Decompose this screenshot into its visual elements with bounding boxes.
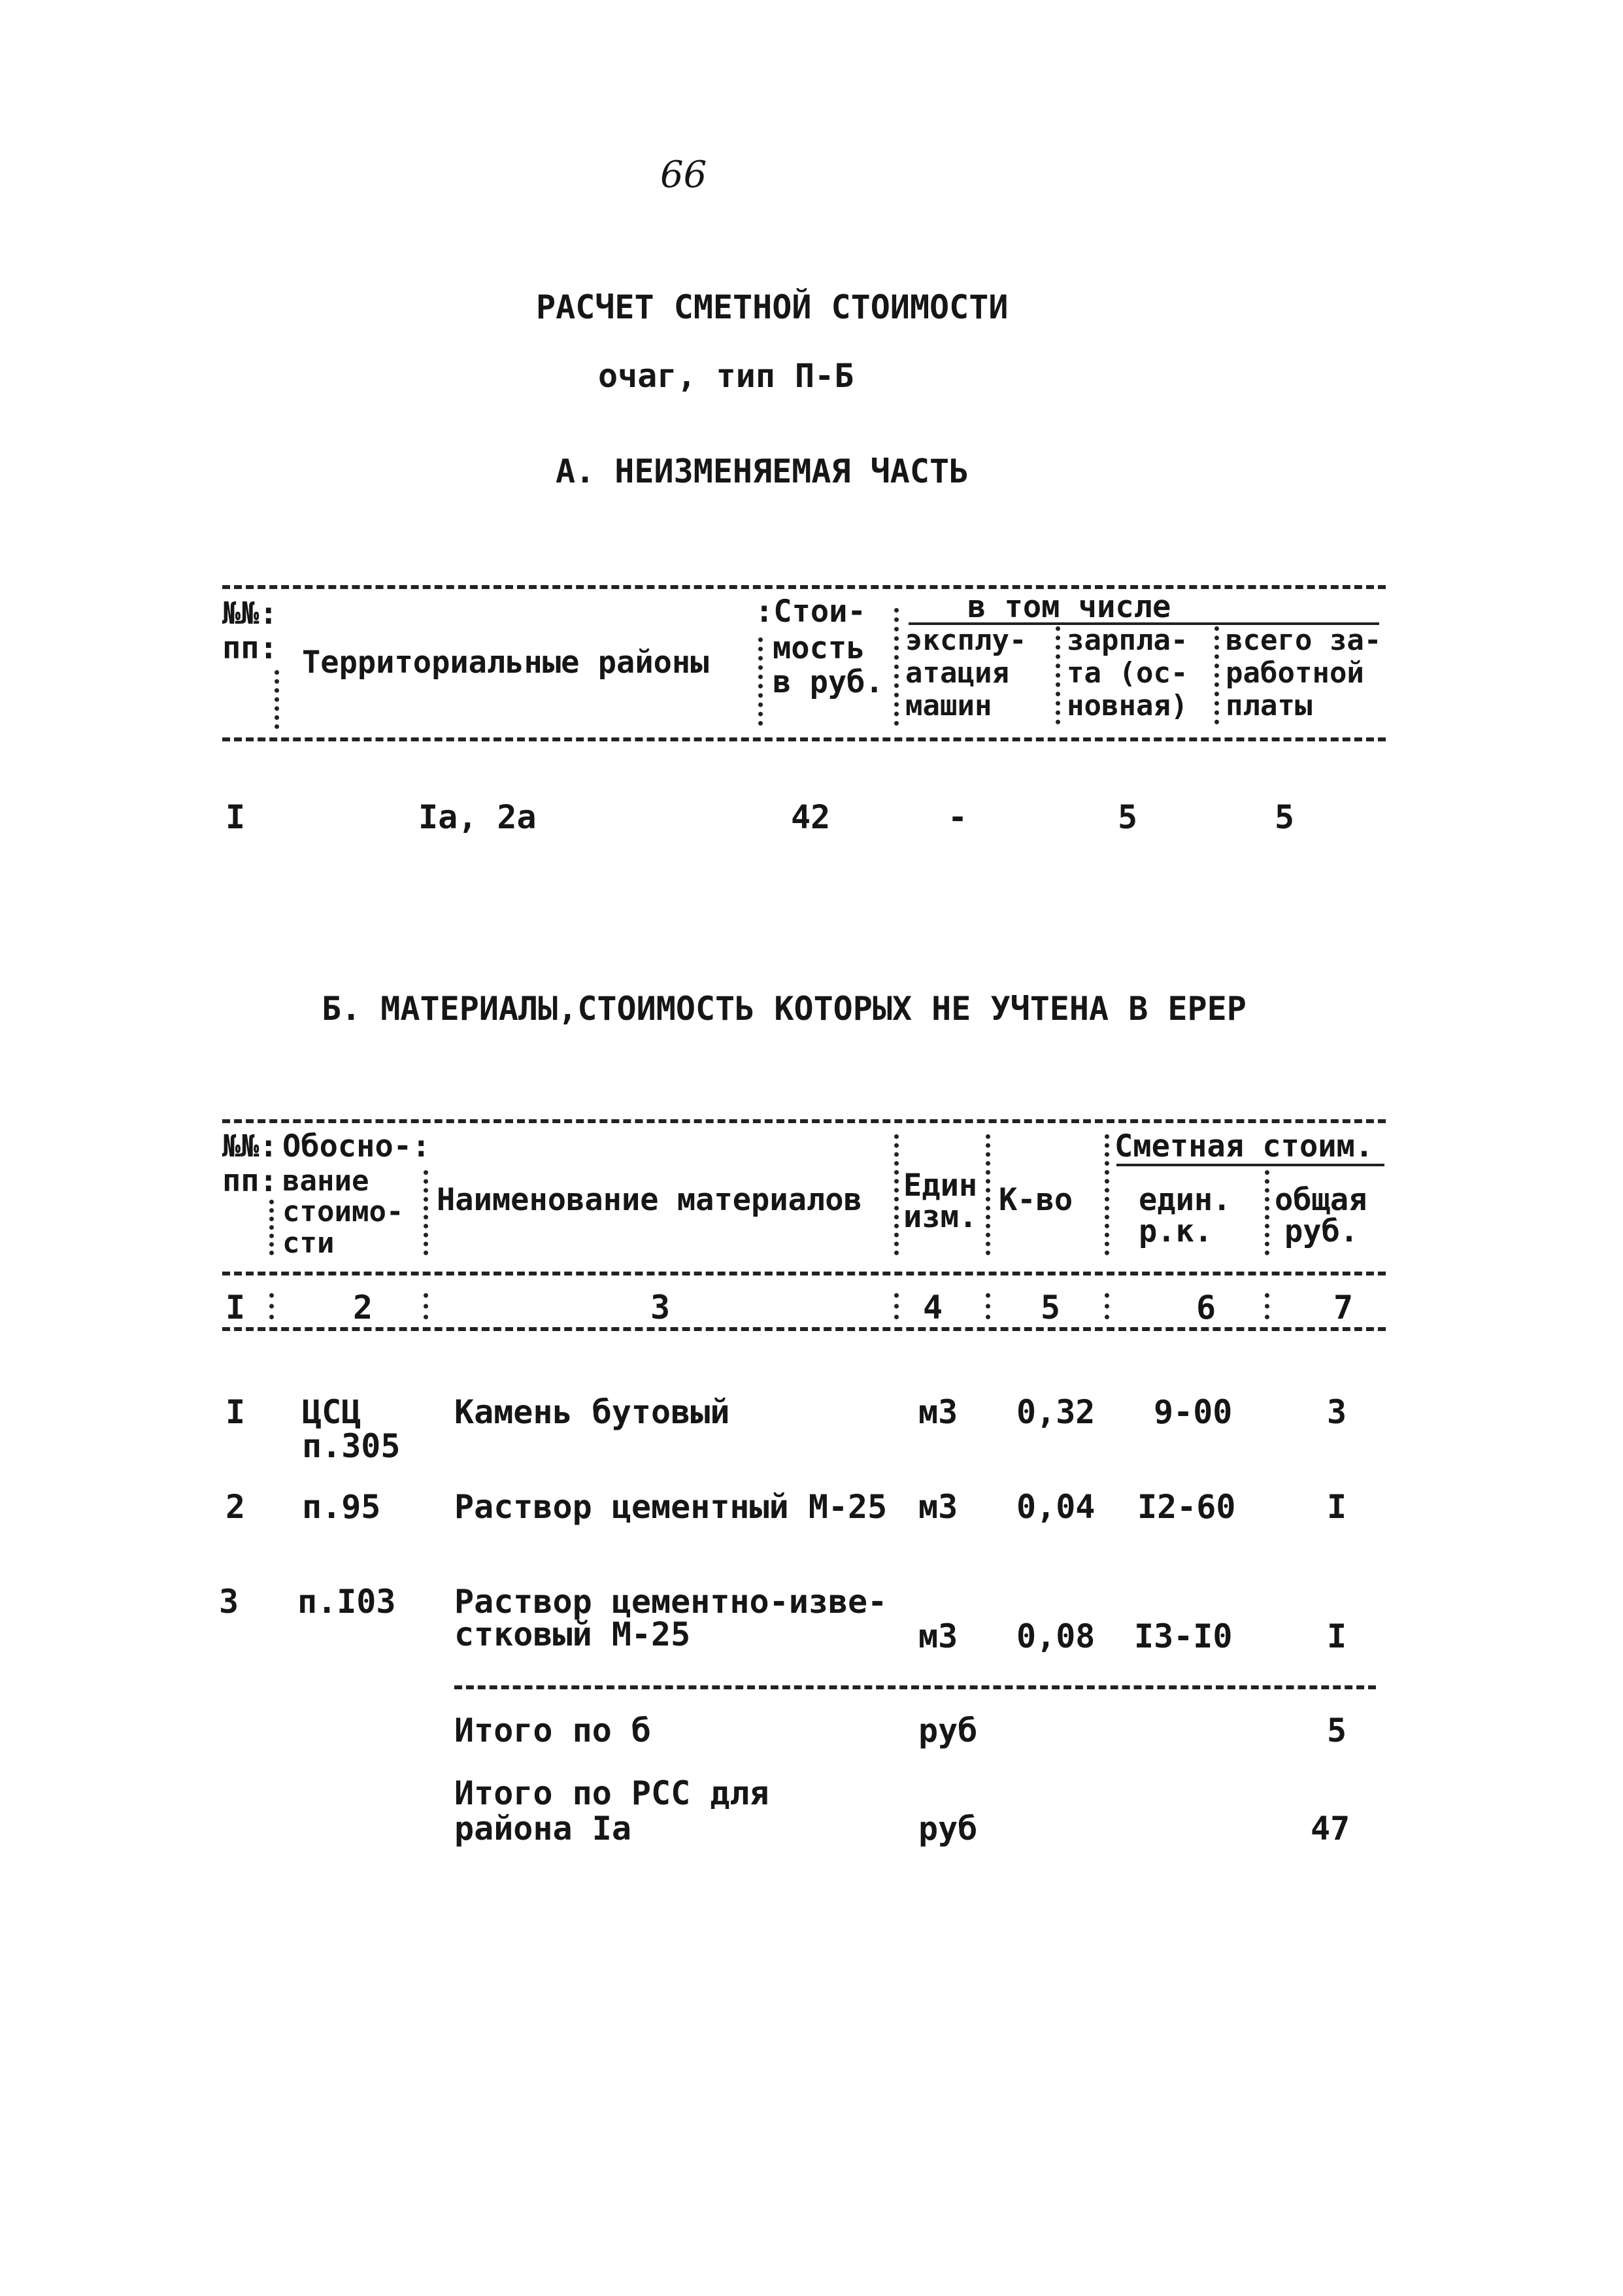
table-b-header-basis: вание <box>282 1164 369 1198</box>
table-b-col-separator <box>1265 1293 1269 1319</box>
table-a-col-separator <box>894 608 899 726</box>
table-b-header-basis: сти <box>282 1226 335 1260</box>
row-basis: ЦСЦ <box>302 1393 361 1431</box>
page-number: 66 <box>660 154 707 196</box>
totals-label: района Iа <box>454 1810 631 1848</box>
table-b-header-unit: Един <box>903 1168 978 1204</box>
totals-unit: руб <box>918 1810 978 1848</box>
table-b-header-rule <box>222 1272 1386 1275</box>
row-total: I <box>1327 1488 1347 1526</box>
row-material-name: Раствор цементный М-25 <box>454 1488 888 1526</box>
table-a-col-separator <box>758 637 763 726</box>
table-a-header-wage: новная) <box>1067 689 1188 722</box>
table-b-header-total: общая <box>1275 1182 1367 1218</box>
row-quantity: 0,32 <box>1016 1393 1096 1431</box>
row-total: 3 <box>1327 1393 1347 1431</box>
row-unit: м3 <box>918 1617 958 1655</box>
table-a-header-total: платы <box>1226 689 1313 722</box>
row-basis: п.95 <box>302 1488 381 1526</box>
row-unit: м3 <box>918 1393 958 1431</box>
section-b-title: Б. МАТЕРИАЛЫ,СТОИМОСТЬ КОТОРЫХ НЕ УЧТЕНА В ЕРЕР <box>322 990 1247 1028</box>
table-a-header-rule <box>222 737 1386 741</box>
table-a-col-separator <box>1214 626 1219 724</box>
table-b-col-separator <box>894 1134 899 1255</box>
table-b-top-rule <box>222 1119 1386 1123</box>
row-wage: 5 <box>1118 798 1138 836</box>
table-b-col-separator <box>1105 1134 1109 1255</box>
table-a-header-cost: в руб. <box>773 664 884 700</box>
table-b-header-basis: Обосно-: <box>282 1128 431 1164</box>
row-unit-price: I3-I0 <box>1134 1617 1233 1655</box>
row-quantity: 0,04 <box>1016 1488 1096 1526</box>
table-a-header-num: пп: <box>222 630 278 666</box>
row-basis: п.305 <box>302 1427 401 1465</box>
row-quantity: 0,08 <box>1016 1617 1096 1655</box>
totals-value: 47 <box>1311 1810 1350 1848</box>
column-number: 2 <box>353 1289 373 1326</box>
row-number: 3 <box>219 1583 239 1621</box>
table-b-header-num: №№: <box>222 1128 278 1164</box>
table-b-col-separator <box>1265 1170 1269 1255</box>
row-total: I <box>1327 1617 1347 1655</box>
table-b-col-separator <box>894 1293 899 1319</box>
row-number: 2 <box>226 1488 246 1526</box>
column-number: 5 <box>1041 1289 1061 1326</box>
table-b-header-unit-price: един. <box>1139 1182 1231 1218</box>
table-b-header-basis: стоимо- <box>282 1195 404 1228</box>
row-number: I <box>226 1393 246 1431</box>
row-material-name: стковый М-25 <box>454 1615 691 1653</box>
table-a-col-separator <box>275 670 279 729</box>
row-exploit: - <box>948 798 968 836</box>
section-a-title: А. НЕИЗМЕНЯЕМАЯ ЧАСТЬ <box>556 452 969 490</box>
table-b-header-num: пп: <box>222 1163 278 1199</box>
table-a-header-wage: зарпла- <box>1067 624 1188 657</box>
table-b-col-separator <box>986 1293 990 1319</box>
table-a-header-total: работной <box>1226 656 1364 690</box>
column-number: 3 <box>650 1289 671 1326</box>
totals-value: 5 <box>1327 1712 1347 1749</box>
table-b-col-separator <box>269 1293 274 1319</box>
totals-unit: руб <box>918 1712 978 1749</box>
table-a-header-exploit: атация <box>905 656 1009 690</box>
row-material-name: Камень бутовый <box>454 1393 730 1431</box>
table-a-header-total: всего за- <box>1226 624 1382 657</box>
table-b-column-number-rule <box>222 1327 1386 1331</box>
table-a-header-districts: Территориальные районы <box>302 645 709 681</box>
table-a-header-including: в том числе <box>967 589 1171 625</box>
row-total: 5 <box>1275 798 1295 836</box>
column-number: 4 <box>923 1289 943 1326</box>
row-districts: Iа, 2а <box>418 798 537 836</box>
row-basis: п.I03 <box>297 1583 396 1621</box>
column-number: 6 <box>1196 1289 1216 1326</box>
table-b-header-name: Наименование материалов <box>437 1182 862 1218</box>
document-title: РАСЧЕТ СМЕТНОЙ СТОИМОСТИ <box>536 288 1009 326</box>
table-b-col-separator <box>424 1170 428 1255</box>
table-a-header-exploit: эксплу- <box>905 624 1027 657</box>
row-unit-price: 9-00 <box>1154 1393 1233 1431</box>
table-b-header-total: руб. <box>1284 1213 1359 1249</box>
table-a-header-cost: :Стои- <box>755 594 866 630</box>
table-a-top-rule <box>222 585 1386 589</box>
table-b-col-separator <box>424 1293 428 1319</box>
document-subtitle: очаг, тип П-Б <box>598 357 854 395</box>
row-unit: м3 <box>918 1488 958 1526</box>
table-b-header-qty: К-во <box>999 1182 1073 1218</box>
table-b-col-separator <box>269 1200 274 1255</box>
table-a-col-separator <box>1056 626 1060 724</box>
table-a-header-exploit: машин <box>905 689 992 722</box>
row-material-name: Раствор цементно-изве- <box>454 1583 888 1621</box>
row-cost: 42 <box>791 798 831 836</box>
table-b-header-unit-price: р.к. <box>1139 1213 1213 1249</box>
table-b-header-unit: изм. <box>903 1199 978 1235</box>
row-unit-price: I2-60 <box>1137 1488 1236 1526</box>
totals-label: Итого по б <box>454 1712 652 1749</box>
totals-label: Итого по РСС для <box>454 1774 769 1812</box>
table-a-header-wage: та (ос- <box>1067 656 1188 690</box>
row-number: I <box>226 798 246 836</box>
table-b-col-separator <box>986 1134 990 1255</box>
table-a-header-cost: мость <box>773 630 865 666</box>
table-b-header-estimated: Сметная стоим. <box>1114 1128 1374 1164</box>
column-number: 7 <box>1333 1289 1354 1326</box>
column-number: I <box>226 1289 246 1326</box>
table-b-col-separator <box>1105 1293 1109 1319</box>
table-a-header-num: №№: <box>222 596 278 632</box>
table-b-estimated-rule <box>1116 1164 1384 1166</box>
table-b-totals-rule <box>454 1685 1376 1689</box>
